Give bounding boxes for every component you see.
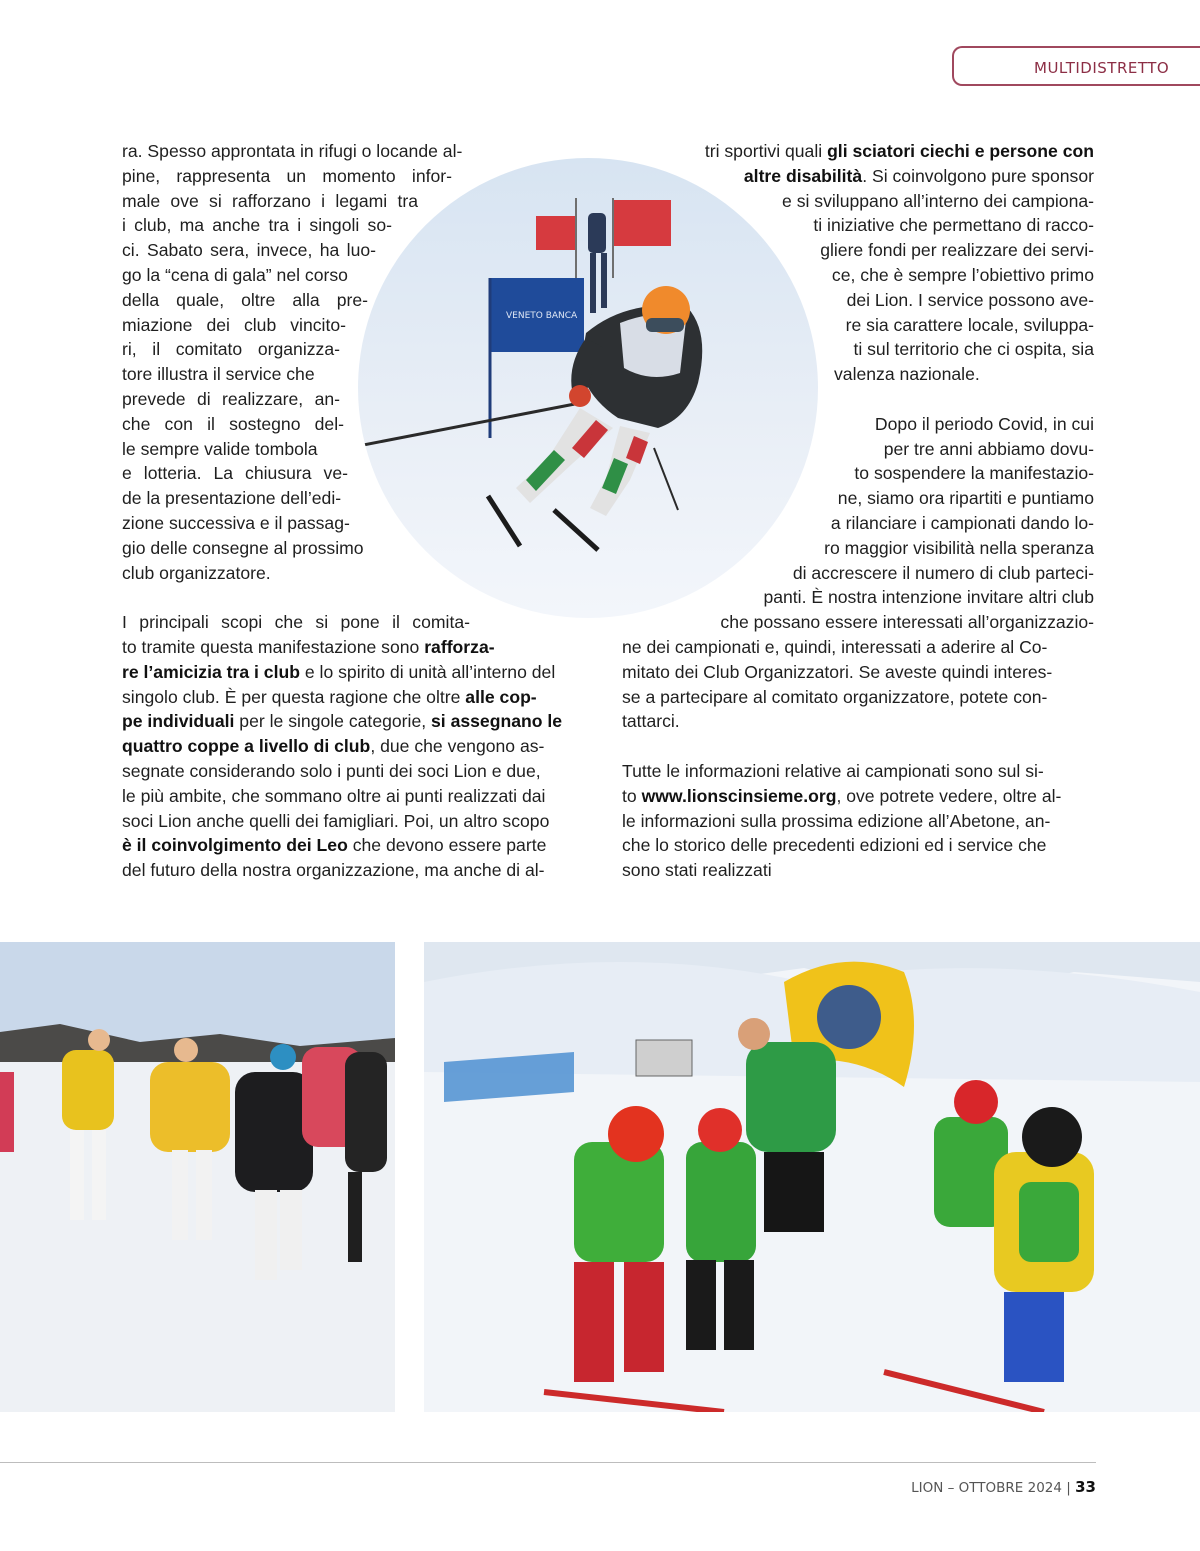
text-line: sono stati realizzati — [622, 860, 772, 881]
text-line: le più ambite, che sommano oltre ai punti realizzati dai — [122, 785, 546, 806]
text-line: e lotteria. La chiusura ve- — [122, 463, 348, 484]
text-line: ro maggior visibilità nella speranza — [824, 537, 1094, 558]
text-line: I principali scopi che si pone il comita- — [122, 612, 470, 633]
text-line: della quale, oltre alla pre- — [122, 289, 368, 310]
section-label: MULTIDISTRETTO — [1034, 59, 1170, 77]
text-line: mitato dei Club Organizzatori. Se aveste quindi interes- — [622, 661, 1053, 682]
text-line: per tre anni abbiamo dovu- — [883, 438, 1094, 459]
text-line: ci. Sabato sera, invece, ha luo- — [122, 240, 376, 261]
text-line: gio delle consegne al prossimo — [122, 537, 364, 558]
text-line: de la presentazione dell’edi- — [122, 488, 342, 509]
group-photo — [0, 942, 395, 1412]
text-line: ti sul territorio che ci ospita, sia — [853, 339, 1094, 360]
text-line: pine, rappresenta un momento infor- — [122, 165, 452, 186]
text-line: gliere fondi per realizzare dei servi- — [820, 240, 1094, 261]
text-line: to tramite questa manifestazione sono rafforza- — [122, 636, 495, 657]
text-line: miazione dei club vincito- — [122, 314, 346, 335]
text-line: re sia carattere locale, sviluppa- — [845, 314, 1094, 335]
text-line: ne, siamo ora ripartiti e puntiamo — [837, 488, 1094, 509]
text-line: zione successiva e il passag- — [122, 512, 350, 533]
text-line: to www.lionscinsieme.org, ove potrete vedere, oltre al- — [622, 785, 1062, 806]
text-line: soci Lion anche quelli dei famigliari. Poi, un altro scopo — [122, 810, 550, 831]
website-link[interactable]: www.lionscinsieme.org — [641, 785, 837, 806]
text-line: ti iniziative che permettano di racco- — [813, 215, 1094, 236]
text-line: segnate considerando solo i punti dei soci Lion e due, — [122, 760, 541, 781]
text-line: che possano essere interessati all’organizzazio- — [720, 612, 1094, 633]
kids-photo — [424, 942, 1200, 1412]
text-line: se a partecipare al comitato organizzatore, potete con- — [622, 686, 1048, 707]
text-line: Dopo il periodo Covid, in cui — [874, 413, 1094, 434]
text-line: singolo club. È per questa ragione che oltre alle cop- — [122, 686, 537, 707]
text-line: che lo storico delle precedenti edizioni ed i service che — [622, 835, 1047, 856]
text-line: go la “cena di gala” nel corso — [122, 264, 348, 285]
text-line: male ove si rafforzano i legami tra — [122, 190, 418, 211]
text-line: tri sportivi quali gli sciatori ciechi e persone con — [704, 141, 1094, 161]
right-column — [622, 139, 1094, 883]
text-line: del futuro della nostra organizzazione, ma anche di al- — [122, 860, 545, 881]
text-line: pe individuali per le singole categorie, si assegnano le — [122, 711, 563, 732]
text-line: valenza nazionale. — [834, 364, 980, 385]
text-line: ri, il comitato organizza- — [122, 339, 340, 360]
text-line: prevede di realizzare, an- — [122, 388, 340, 409]
text-line: tore illustra il service che — [122, 364, 315, 385]
text-line: i club, ma anche tra i singoli so- — [122, 215, 392, 236]
text-line: panti. È nostra intenzione invitare altri club — [763, 587, 1094, 608]
text-line: club organizzatore. — [122, 562, 271, 583]
text-line: ra. Spesso approntata in rifugi o locande al- — [122, 141, 463, 161]
text-line: quattro coppe a livello di club, due che vengono as- — [122, 736, 545, 757]
text-line: che con il sostegno del- — [122, 413, 344, 434]
text-line: to sospendere la manifestazio- — [854, 463, 1094, 484]
text-line: Tutte le informazioni relative ai campionati sono sul si- — [622, 760, 1044, 781]
left-column — [122, 139, 594, 883]
footer — [911, 1478, 1096, 1496]
text-line: altre disabilità. Si coinvolgono pure sponsor — [743, 165, 1094, 186]
text-line: a rilanciare i campionati dando lo- — [830, 512, 1094, 533]
text-line: re l’amicizia tra i club e lo spirito di unità all’interno del — [122, 661, 556, 682]
text-line: ne dei campionati e, quindi, interessati a aderire al Co- — [622, 636, 1048, 657]
text-line: dei Lion. I service possono ave- — [846, 289, 1094, 310]
page-number: 33 — [1075, 1478, 1096, 1496]
footer-rule — [0, 1462, 1096, 1463]
text-line: le sempre valide tombola — [122, 438, 318, 459]
text-line: è il coinvolgimento dei Leo che devono essere parte — [122, 835, 547, 856]
section-tab — [952, 46, 1200, 86]
magazine-issue: LION – OTTOBRE 2024 | — [911, 1480, 1071, 1496]
text-line: tattarci. — [622, 711, 680, 732]
text-line: di accrescere il numero di club parteci- — [792, 562, 1094, 583]
text-line: le informazioni sulla prossima edizione all’Abetone, an- — [622, 810, 1051, 831]
text-line: ce, che è sempre l’obiettivo primo — [831, 264, 1094, 285]
banner-text: VENETO BANCA — [506, 311, 578, 321]
text-line: e si sviluppano all’interno dei campiona- — [782, 190, 1094, 211]
